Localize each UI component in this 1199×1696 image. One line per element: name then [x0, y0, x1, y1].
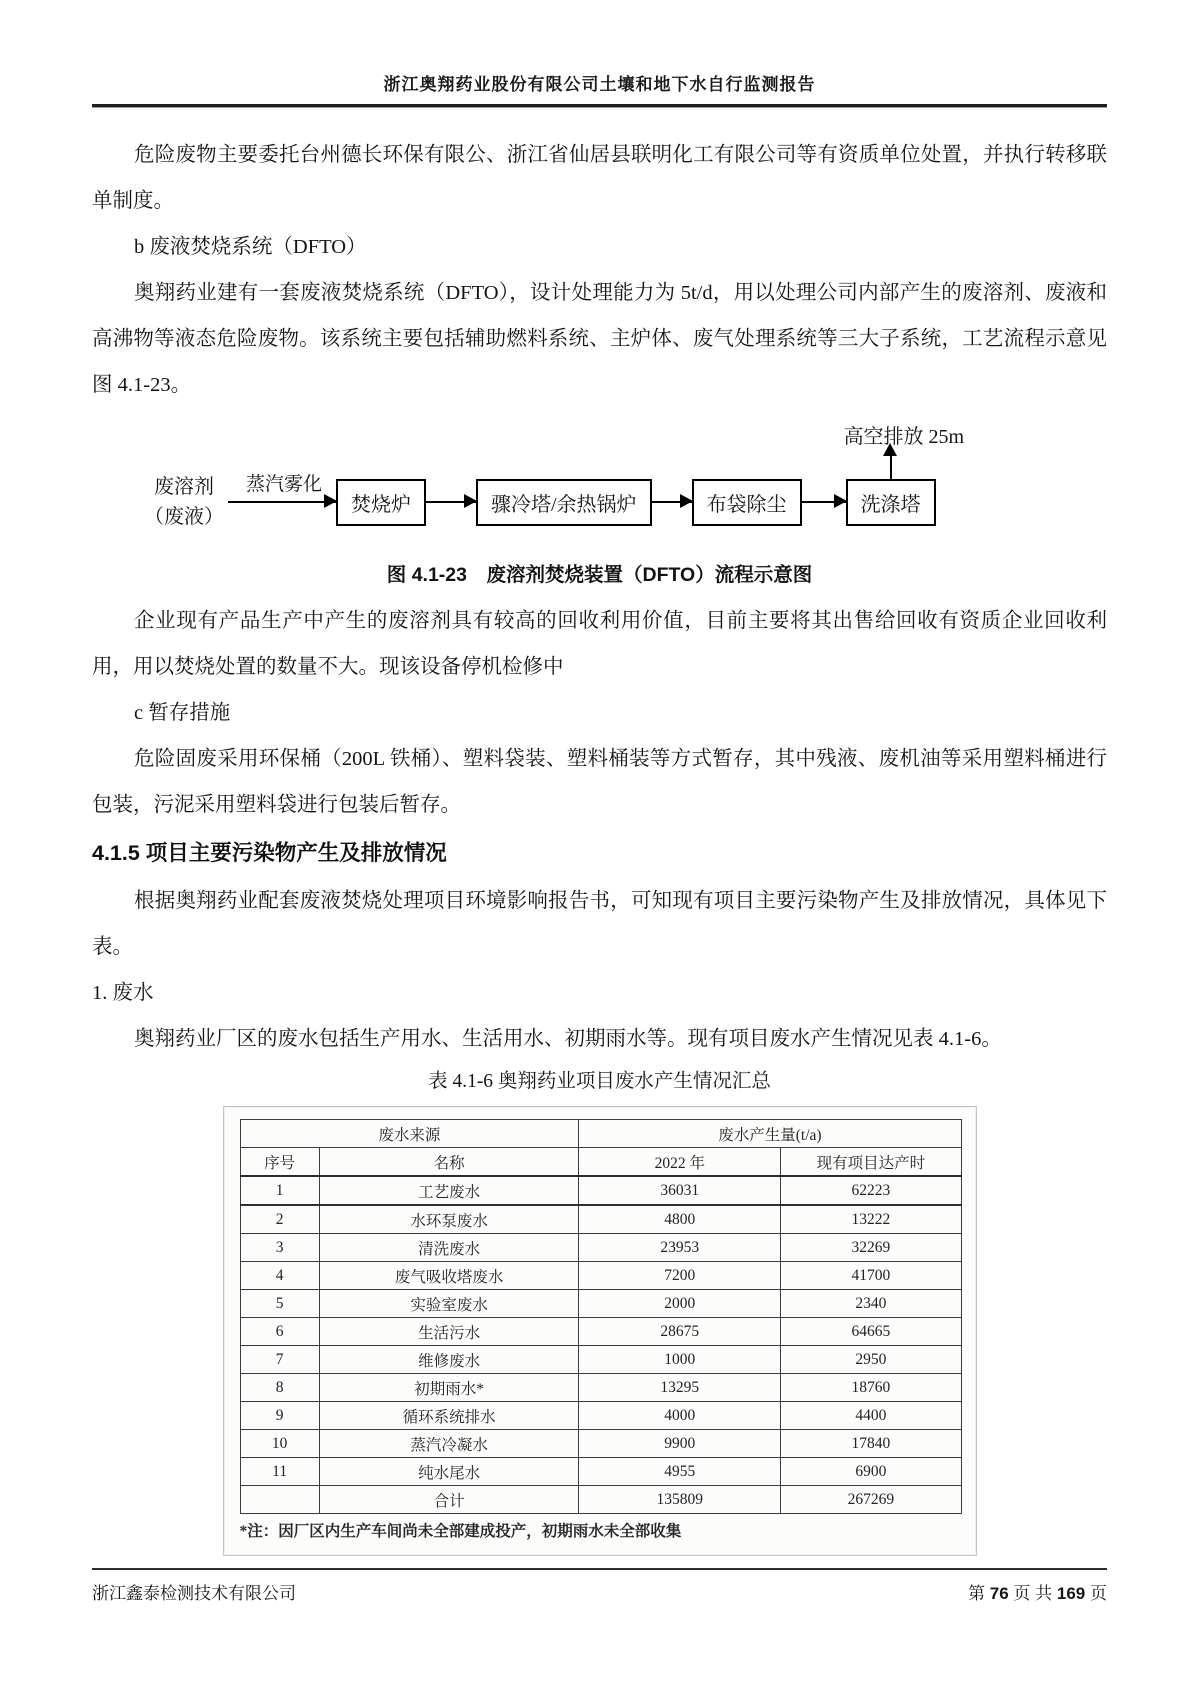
wastewater-table-foot — [240, 1486, 961, 1514]
cell-name: 循环系统排水 — [319, 1402, 579, 1430]
footer-word-di: 第 — [968, 1584, 986, 1603]
list-item-wastewater: 1. 废水 — [92, 982, 154, 1004]
cell-full-capacity: 13222 — [781, 1205, 961, 1234]
cell-name: 纯水尾水 — [319, 1458, 579, 1486]
table-row — [240, 1402, 961, 1430]
table-total-row — [240, 1486, 961, 1514]
total-label: 合计 — [319, 1486, 579, 1514]
cell-full-capacity: 64665 — [781, 1318, 961, 1346]
subsection-c-label: c 暂存措施 — [134, 702, 231, 724]
cell-name: 维修废水 — [319, 1346, 579, 1374]
page-header — [0, 0, 1199, 108]
footer-page-number: 76 — [989, 1584, 1009, 1603]
cell-index: 8 — [240, 1374, 319, 1402]
cell-full-capacity: 4400 — [781, 1402, 961, 1430]
cell-name: 水环泵废水 — [319, 1205, 579, 1234]
table-caption: 表 4.1-6 奥翔药业项目废水产生情况汇总 — [428, 1071, 771, 1092]
paragraph-dfto-system: 奥翔药业建有一套废液焚烧系统（DFTO），设计处理能力为 5t/d，用以处理公司内部产生的废溶剂、废液和高沸物等液态危险废物。该系统主要包括辅助燃料系统、主炉体、废气处理系统等三大子系统，工艺流程示意见图 4.1-23。 — [92, 282, 1107, 396]
paragraph-storage-measures: 危险固废采用环保桶（200L 铁桶）、塑料袋装、塑料桶装等方式暂存，其中残液、废机油等采用塑料桶进行包装，污泥采用塑料袋进行包装后暂存。 — [92, 748, 1107, 816]
flow-box-scrubber: 洗涤塔 — [846, 479, 936, 526]
cell-2022: 9900 — [579, 1430, 781, 1458]
cell-2022: 28675 — [579, 1318, 781, 1346]
figure-caption: 图 4.1-23 废溶剂焚烧装置（DFTO）流程示意图 — [386, 564, 813, 586]
cell-name: 生活污水 — [319, 1318, 579, 1346]
total-full: 267269 — [781, 1486, 961, 1514]
cell-name: 初期雨水* — [319, 1374, 579, 1402]
total-empty-cell — [240, 1486, 319, 1514]
cell-2022: 4800 — [579, 1205, 781, 1234]
table-row — [240, 1346, 961, 1374]
flow-row — [144, 425, 1107, 532]
cell-index: 10 — [240, 1430, 319, 1458]
cell-2022: 2000 — [579, 1290, 781, 1318]
cell-2022: 4955 — [579, 1458, 781, 1486]
footer-page-indicator — [968, 1579, 1107, 1604]
table-row — [240, 1318, 961, 1346]
footer-total-pages: 169 — [1056, 1584, 1086, 1603]
paragraph-solvent-recovery: 企业现有产品生产中产生的废溶剂具有较高的回收利用价值，目前主要将其出售给回收有资质企业回收利用，用以焚烧处置的数量不大。现该设备停机检修中 — [92, 610, 1107, 678]
flow-source-label — [144, 472, 224, 532]
cell-name: 蒸汽冷凝水 — [319, 1430, 579, 1458]
cell-full-capacity: 2950 — [781, 1346, 961, 1374]
flow-arrow-2 — [426, 501, 476, 503]
flow-arrow-1 — [228, 474, 336, 503]
cell-2022: 4000 — [579, 1402, 781, 1430]
flow-box-bag-filter: 布袋除尘 — [692, 479, 802, 526]
cell-name: 工艺废水 — [319, 1176, 579, 1205]
page-content — [0, 108, 1199, 1556]
table-row — [240, 1176, 961, 1205]
paragraph-wastewater-intro: 奥翔药业厂区的废水包括生产用水、生活用水、初期雨水等。现有项目废水产生情况见表 4.1-6。 — [134, 1028, 1002, 1050]
source-line2: （废液） — [144, 506, 224, 528]
cell-name: 清洗废水 — [319, 1234, 579, 1262]
wastewater-table — [240, 1119, 962, 1514]
cell-index: 4 — [240, 1262, 319, 1290]
cell-index: 5 — [240, 1290, 319, 1318]
wastewater-table-head — [240, 1120, 961, 1177]
cell-name: 实验室废水 — [319, 1290, 579, 1318]
table-note: *注：因厂区内生产车间尚未全部建成投产，初期雨水未全部收集 — [239, 1523, 682, 1540]
cell-2022: 23953 — [579, 1234, 781, 1262]
cell-2022: 13295 — [579, 1374, 781, 1402]
cell-full-capacity: 41700 — [781, 1262, 961, 1290]
table-row — [240, 1374, 961, 1402]
table-row — [240, 1205, 961, 1234]
cell-index: 9 — [240, 1402, 319, 1430]
cell-full-capacity: 2340 — [781, 1290, 961, 1318]
flow-arrow-3 — [652, 501, 692, 503]
cell-full-capacity: 18760 — [781, 1374, 961, 1402]
col-header-name: 名称 — [319, 1148, 579, 1177]
paragraph-hazardous-waste: 危险废物主要委托台州德长环保有限公、浙江省仙居县联明化工有限公司等有资质单位处置，并执行转移联单制度。 — [92, 144, 1107, 212]
group-header-amount: 废水产生量(t/a) — [579, 1120, 961, 1148]
source-line1: 废溶剂 — [154, 476, 214, 498]
flow-box-quench-boiler: 骤冷塔/余热锅炉 — [476, 479, 652, 526]
cell-name: 废气吸收塔废水 — [319, 1262, 579, 1290]
table-row — [240, 1234, 961, 1262]
total-2022: 135809 — [579, 1486, 781, 1514]
footer-company: 浙江鑫泰检测技术有限公司 — [92, 1584, 296, 1603]
steam-atomization-label: 蒸汽雾化 — [245, 474, 322, 495]
table-group-header-row — [240, 1120, 961, 1148]
table-row — [240, 1430, 961, 1458]
flow-arrow-4 — [802, 501, 846, 503]
subsection-b-label: b 废液焚烧系统（DFTO） — [134, 236, 367, 258]
table-row — [240, 1290, 961, 1318]
cell-index: 2 — [240, 1205, 319, 1234]
col-header-2022: 2022 年 — [579, 1148, 781, 1177]
wastewater-table-block — [223, 1106, 977, 1556]
cell-2022: 7200 — [579, 1262, 781, 1290]
emission-label: 高空排放 25m — [843, 425, 965, 448]
col-header-full-capacity: 现有项目达产时 — [781, 1148, 961, 1177]
flow-box-scrubber-wrap — [843, 425, 965, 526]
cell-index: 11 — [240, 1458, 319, 1486]
footer-word-ye-gong: 页 共 — [1013, 1584, 1053, 1603]
cell-full-capacity: 17840 — [781, 1430, 961, 1458]
cell-full-capacity: 6900 — [781, 1458, 961, 1486]
footer-word-ye: 页 — [1090, 1584, 1107, 1603]
table-column-header-row — [240, 1148, 961, 1177]
dfto-flow-diagram — [92, 414, 1107, 556]
cell-2022: 1000 — [579, 1346, 781, 1374]
flow-box-incinerator: 焚烧炉 — [336, 479, 426, 526]
flow-arrow-up — [890, 455, 892, 479]
table-row — [240, 1458, 961, 1486]
cell-2022: 36031 — [579, 1176, 781, 1205]
cell-index: 6 — [240, 1318, 319, 1346]
wastewater-table-body — [240, 1176, 961, 1486]
cell-index: 1 — [240, 1176, 319, 1205]
page-footer — [92, 1568, 1107, 1604]
section-heading-415: 4.1.5 项目主要污染物产生及排放情况 — [92, 841, 447, 865]
cell-full-capacity: 32269 — [781, 1234, 961, 1262]
cell-full-capacity: 62223 — [781, 1176, 961, 1205]
cell-index: 7 — [240, 1346, 319, 1374]
report-title: 浙江奥翔药业股份有限公司土壤和地下水自行监测报告 — [383, 75, 816, 94]
cell-index: 3 — [240, 1234, 319, 1262]
col-header-index: 序号 — [240, 1148, 319, 1177]
table-row — [240, 1262, 961, 1290]
group-header-source: 废水来源 — [240, 1120, 579, 1148]
paragraph-eia-report: 根据奥翔药业配套废液焚烧处理项目环境影响报告书，可知现有项目主要污染物产生及排放情况，具体见下表。 — [92, 890, 1107, 958]
